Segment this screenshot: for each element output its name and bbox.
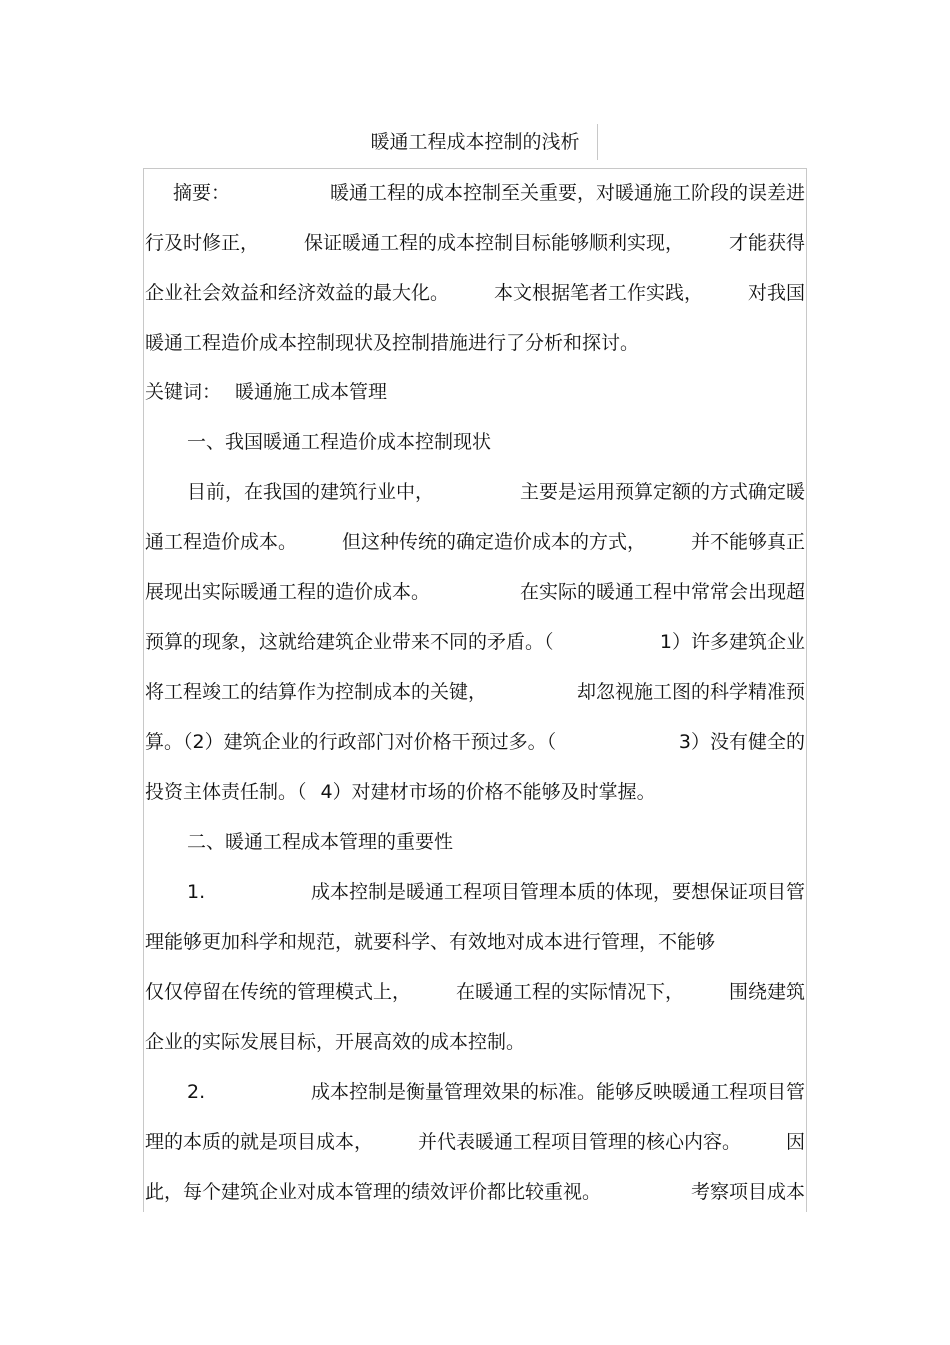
- text-segment: 本文根据笔者工作实践，: [493, 282, 703, 304]
- text-segment: 保证暖通工程的成本控制目标能够顺利实现，: [303, 232, 684, 254]
- text-segment: 1）许多建筑企业: [659, 631, 805, 653]
- text-segment: 摘要：: [173, 182, 231, 204]
- text-segment: 企业的实际发展目标，开展高效的成本控制。: [145, 1031, 526, 1053]
- text-segment: 一、我国暖通工程造价成本控制现状: [187, 431, 492, 453]
- text-segment: 但这种传统的确定造价成本的方式，: [341, 531, 646, 553]
- text-line: [145, 577, 805, 607]
- frame-right-rule: [806, 168, 807, 1212]
- text-segment: 理能够更加科学和规范，就要科学、有效地对成本进行管理，不能够: [145, 931, 716, 953]
- text-line: [187, 427, 805, 457]
- frame-left-rule: [143, 168, 144, 1212]
- text-segment: 预算的现象，这就给建筑企业带来不同的矛盾。（: [145, 631, 554, 653]
- text-segment: 仅仅停留在传统的管理模式上，: [145, 981, 412, 1003]
- text-segment: 1.: [187, 881, 206, 903]
- text-segment: 4）对建材市场的价格不能够及时掌握。: [320, 781, 656, 803]
- text-line: [145, 927, 805, 957]
- text-line: [187, 1077, 805, 1107]
- text-segment: 3）没有健全的: [678, 731, 805, 753]
- text-segment: 在暖通工程的实际情况下，: [455, 981, 684, 1003]
- text-segment: 通工程造价成本。: [145, 531, 298, 553]
- text-line: [145, 228, 805, 258]
- text-segment: 理的本质的就是项目成本，: [145, 1131, 374, 1153]
- text-segment: 目前，在我国的建筑行业中，: [187, 481, 435, 503]
- text-segment: 二、暖通工程成本管理的重要性: [187, 831, 454, 853]
- text-segment: 在实际的暖通工程中常常会出现超: [519, 581, 805, 603]
- text-line: [145, 1127, 805, 1157]
- text-segment: 因: [785, 1131, 805, 1153]
- text-line: [187, 877, 805, 907]
- text-segment: 将工程竣工的结算作为控制成本的关键，: [145, 681, 488, 703]
- text-line: [187, 477, 805, 507]
- text-segment: 成本控制是衡量管理效果的标准。能够反映暖通工程项目管: [310, 1081, 805, 1103]
- text-segment: 关键词：: [145, 381, 222, 403]
- text-segment: 围绕建筑: [728, 981, 805, 1003]
- text-line: [145, 1177, 805, 1207]
- text-segment: 暖通工程造价成本控制现状及控制措施进行了分析和探讨。: [145, 332, 640, 354]
- text-line: [145, 677, 805, 707]
- text-segment: 才能获得: [728, 232, 805, 254]
- text-line: [145, 278, 805, 308]
- text-segment: 考察项目成本: [690, 1181, 805, 1203]
- text-line: [145, 328, 805, 358]
- text-segment: 却忽视施工图的科学精准预: [576, 681, 805, 703]
- text-segment: 并不能够真正: [690, 531, 805, 553]
- text-segment: 行及时修正，: [145, 232, 260, 254]
- text-line: [145, 377, 805, 407]
- text-segment: 投资主体责任制。（: [145, 781, 307, 803]
- text-line: [145, 727, 805, 757]
- text-segment: 主要是运用预算定额的方式确定暖: [519, 481, 805, 503]
- text-line: [145, 977, 805, 1007]
- text-segment: 成本控制是暖通工程项目管理本质的体现，要想保证项目管: [310, 881, 805, 903]
- text-segment: 暖通工程的成本控制至关重要，对暖通施工阶段的误差进: [329, 182, 805, 204]
- text-segment: 企业社会效益和经济效益的最大化。: [145, 282, 450, 304]
- text-segment: 暖通施工成本管理: [235, 381, 388, 403]
- text-line: [187, 827, 805, 857]
- text-line: [145, 527, 805, 557]
- text-line: [145, 627, 805, 657]
- text-line: [173, 178, 805, 208]
- header-divider: [597, 124, 598, 160]
- frame-top-rule: [143, 168, 807, 169]
- text-line: [145, 1027, 805, 1057]
- text-segment: 展现出实际暖通工程的造价成本。: [145, 581, 431, 603]
- text-segment: 2.: [187, 1081, 206, 1103]
- text-segment: 此，每个建筑企业对成本管理的绩效评价都比较重视。: [145, 1181, 602, 1203]
- text-line: [145, 777, 805, 807]
- document-title: 暖通工程成本控制的浅析: [370, 131, 580, 153]
- text-segment: 算。（2）建筑企业的行政部门对价格干预过多。（: [145, 731, 557, 753]
- text-segment: 并代表暖通工程项目管理的核心内容。: [417, 1131, 741, 1153]
- text-segment: 对我国: [747, 282, 805, 304]
